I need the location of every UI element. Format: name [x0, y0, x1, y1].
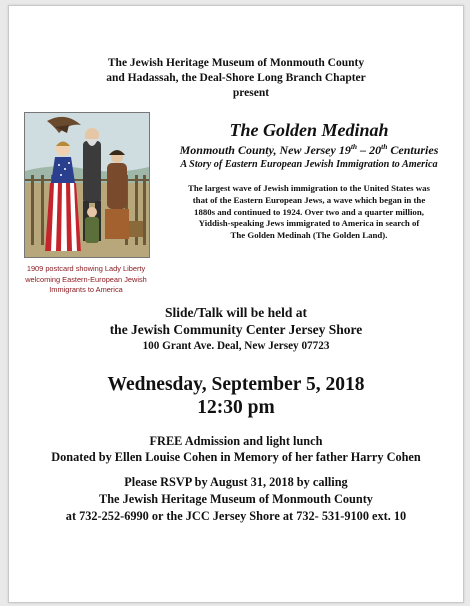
caption-line-1: 1909 postcard showing Lady Liberty [26, 264, 146, 273]
rsvp-line-3: at 732-252-6990 or the JCC Jersey Shore at 732- 531-9100 ext. 10 [65, 509, 407, 523]
rsvp-block [9, 474, 463, 525]
presenters-header [9, 56, 463, 101]
venue-line-1: Slide/Talk will be held at [164, 305, 308, 320]
present-label: present [232, 87, 270, 99]
event-title-block [159, 120, 459, 172]
event-subtitle-dates [159, 143, 459, 158]
venue-line-2: the Jewish Community Center Jersey Shore [109, 322, 363, 337]
admission-line-1: FREE Admission and light lunch [149, 434, 323, 448]
subtitle-main: Monmouth County, New Jersey 19 [179, 143, 351, 157]
venue-address: 100 Grant Ave. Deal, New Jersey 07723 [142, 340, 330, 352]
description-line-5: The Golden Medinah (The Golden Land). [230, 230, 388, 241]
event-description [167, 183, 451, 242]
caption-line-2: welcoming Eastern-European Jewish [25, 274, 147, 284]
admission-block [9, 433, 463, 465]
caption-line-3: Immigrants to America [49, 285, 123, 294]
postcard-image [24, 112, 150, 258]
lady-liberty-postcard-illustration [25, 113, 149, 257]
presenter-line-1: The Jewish Heritage Museum of Monmouth County [107, 57, 365, 69]
subtitle-dash: – 20 [357, 143, 382, 157]
admission-line-2: Donated by Ellen Louise Cohen in Memory of her father Harry Cohen [51, 450, 421, 464]
description-line-3: 1880s and continued to 1924. Over two and a quarter million, [194, 206, 424, 217]
subtitle-sup-2: th [381, 142, 388, 151]
description-line-4: Yiddish-speaking Jews immigrated to America in search of [198, 218, 420, 229]
presenter-line-2: and Hadassah, the Deal-Shore Long Branch Chapter [106, 72, 366, 84]
subtitle-sup-1: th [350, 142, 358, 151]
venue-block [9, 304, 463, 354]
postcard-caption [19, 264, 153, 296]
rsvp-line-1: Please RSVP by August 31, 2018 by calling [124, 475, 348, 489]
flyer-page [8, 5, 464, 603]
description-line-2: that of the Eastern European Jews, a wave which began in the [192, 194, 426, 205]
rsvp-line-2: The Jewish Heritage Museum of Monmouth County [99, 492, 373, 506]
date-time-block [9, 373, 463, 419]
event-title: The Golden Medinah [229, 120, 389, 140]
description-line-1: The largest wave of Jewish immigration to the United States was [188, 183, 430, 193]
event-time: 12:30 pm [197, 397, 275, 418]
subtitle-end: Centuries [387, 143, 439, 157]
event-subtitle-story: A Story of Eastern European Jewish Immigration to America [180, 159, 438, 170]
event-date: Wednesday, September 5, 2018 [107, 374, 365, 395]
